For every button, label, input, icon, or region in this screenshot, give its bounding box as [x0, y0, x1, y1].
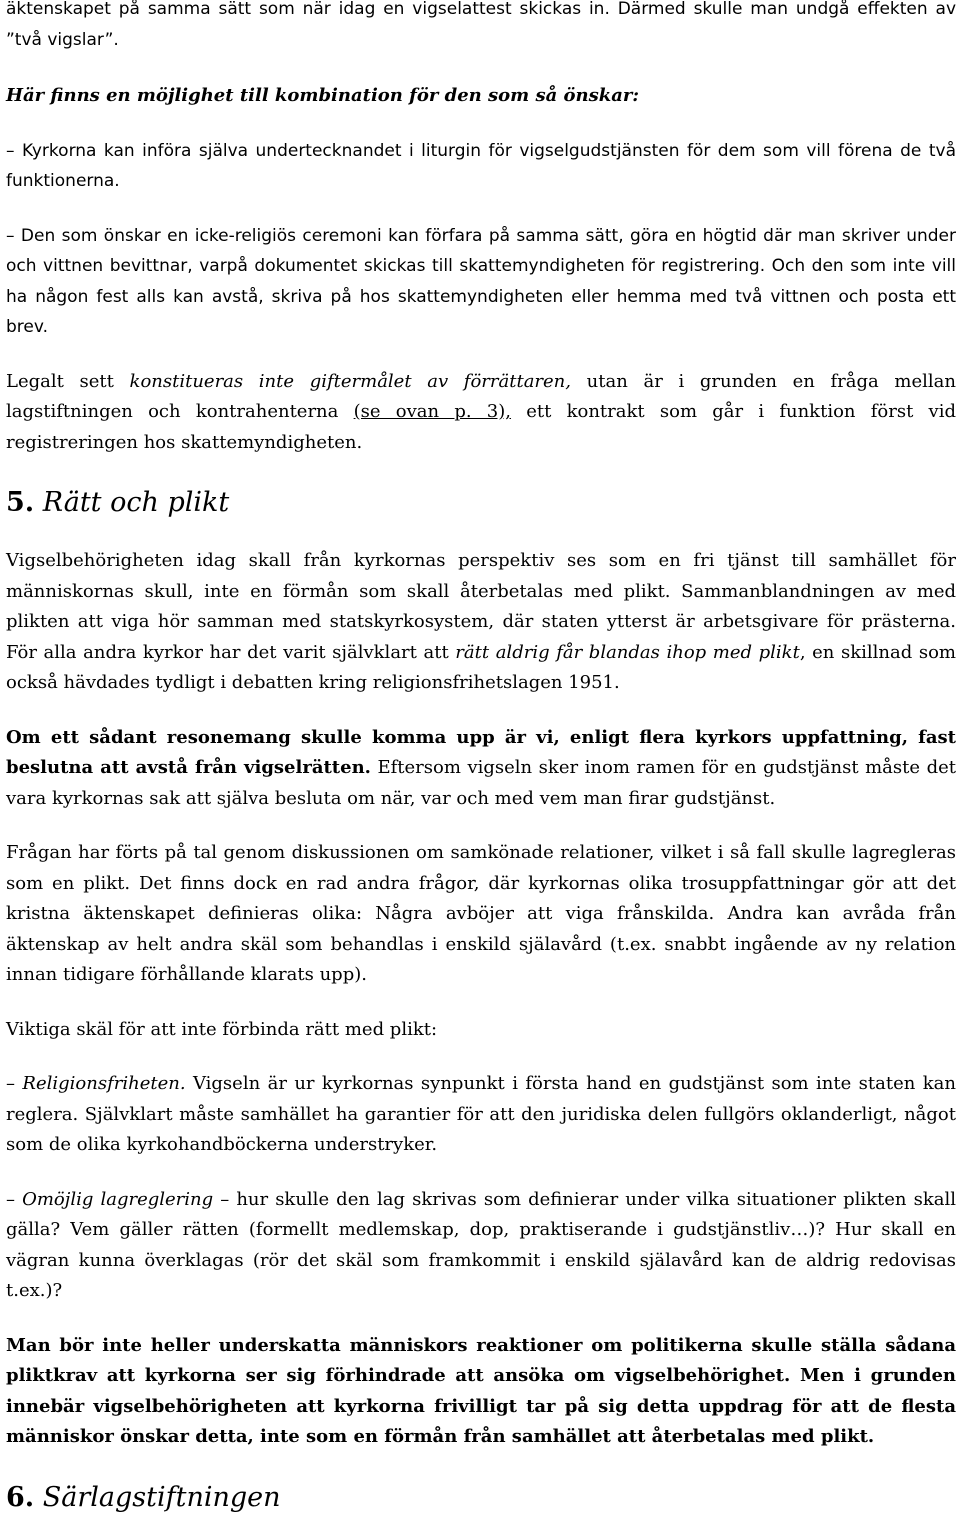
paragraph-omojlig-lagreglering [6, 1185, 956, 1307]
list-dash: – [6, 1073, 23, 1094]
text-run-italic: rätt aldrig får blandas ihop med plikt [455, 641, 800, 663]
text-run-italic: konstitueras inte giftermålet av förrättaren, [129, 370, 571, 392]
text-run: ett kontrakt som går i funktion först vid registreringen hos skattemyndigheten. [6, 401, 956, 453]
paragraph-legalt-sett [6, 367, 956, 459]
paragraph-vigselbehorigheten [6, 546, 956, 699]
paragraph-resonemang [6, 723, 956, 815]
section-title: Rätt och plikt [42, 487, 230, 518]
list-dash: – [6, 1188, 23, 1210]
paragraph-religionsfriheten [6, 1069, 956, 1161]
section-heading-6 [6, 1479, 956, 1517]
text-run: Vigseln är ur kyrkornas synpunkt i första hand en gudstjänst som inte staten kan reglera. Självklart måste samhället ha garantier för att den juridiska delen fullgörs oklanderligt, något som de olika kyrkohandböckerna understryker. [6, 1073, 956, 1155]
paragraph-continuation: äktenskapet på samma sätt som när idag en vigselattest skickas in. Därmed skulle man undgå effekten av ”två vigslar”. [6, 0, 956, 50]
paragraph-viktiga-skal: Viktiga skäl för att inte förbinda rätt med plikt: [6, 1018, 438, 1040]
text-run: utan är i grunden en fråga mellan lagstiftningen och kontrahenterna [6, 370, 956, 422]
text-run: Eftersom vigseln sker inom ramen för en gudstjänst måste det vara kyrkornas sak att själva besluta om när, var och med vem man firar gudstjänst. [6, 757, 956, 809]
document-page [6, 0, 956, 1517]
paragraph-icke-religios: – Den som önskar en icke-religiös ceremoni kan förfara på samma sätt, göra en högtid där man skriver under och vittnen bevittnar, varpå dokumentet skickas till skattemyndigheten för registrering. Och den som inte vill ha någon fest alls kan avstå, skriva på hos skattemyndigheten eller hemma med två vittnen och posta ett brev. [6, 225, 956, 337]
paragraph-kombination-intro: Här finns en möjlighet till kombination för den som så önskar: [6, 85, 640, 106]
section-title: Särlagstiftningen [42, 1481, 281, 1513]
text-run-bold: Om ett sådant resonemang skulle komma upp är vi, enligt flera kyrkors uppfattning, fast beslutna att avstå från vigselrätten. [6, 726, 956, 778]
paragraph-reaktioner: Man bör inte heller underskatta människors reaktioner om politikerna skulle ställa sådana pliktkrav att kyrkorna ser sig förhindrade att ansöka om vigselbehörighet. Men i grunden innebär vigselbehörigheten att kyrkorna frivilligt tar på sig detta uppdrag för att de flesta människor önskar detta, inte som en förmån från samhället att återbetalas med plikt. [6, 1334, 956, 1447]
section-number: 6. [6, 1481, 35, 1513]
text-run-italic: Religionsfriheten. [22, 1073, 186, 1094]
text-run: Legalt sett [6, 370, 130, 392]
section-number: 5. [6, 487, 35, 518]
text-run: – hur skulle den lag skrivas som definierar under vilka situationer plikten skall gälla? Vem gäller rätten (formellt medlemskap, dop, praktiserande i gudstjänstliv…)? Hur skall en vägran kunna överklagas (rör det skäl som framkommit i enskild själavård kan de aldrig redovisas t.ex.)? [6, 1188, 956, 1301]
paragraph-fragan: Frågan har förts på tal genom diskussionen om samkönade relationer, vilket i så fall skulle lagregleras som en plikt. Det finns dock en rad andra frågor, där kyrkornas olika trosuppfattningar gör att det kristna äktenskapet definieras olika: Några avböjer att viga frånskilda. Andra kan avråda från äktenskap av helt andra skäl som behandlas i enskild själavård (t.ex. snabbt ingående av ny relation innan tidigare förhållande klarats upp). [6, 842, 956, 985]
text-run-italic: Omöjlig lagreglering [22, 1188, 214, 1210]
text-run: , en skillnad som också hävdades tydligt i debatten kring religionsfrihetslagen 1951. [6, 641, 957, 693]
section-heading-5 [6, 484, 956, 522]
text-run: Vigselbehörigheten idag skall från kyrkornas perspektiv ses som en fri tjänst till samhället för människornas skull, inte en förmån som skall återbetalas med plikt. Sammanblandningen av med plikten att viga hör samman med statskyrkosystem, där staten ytterst är arbetsgivare för prästerna. För alla andra kyrkor har det varit självklart att [6, 550, 956, 663]
cross-reference: (se ovan p. 3), [353, 401, 512, 422]
paragraph-kyrkorna: – Kyrkorna kan införa själva undertecknandet i liturgin för vigselgudstjänsten för dem som vill förena de två funktionerna. [6, 140, 956, 191]
